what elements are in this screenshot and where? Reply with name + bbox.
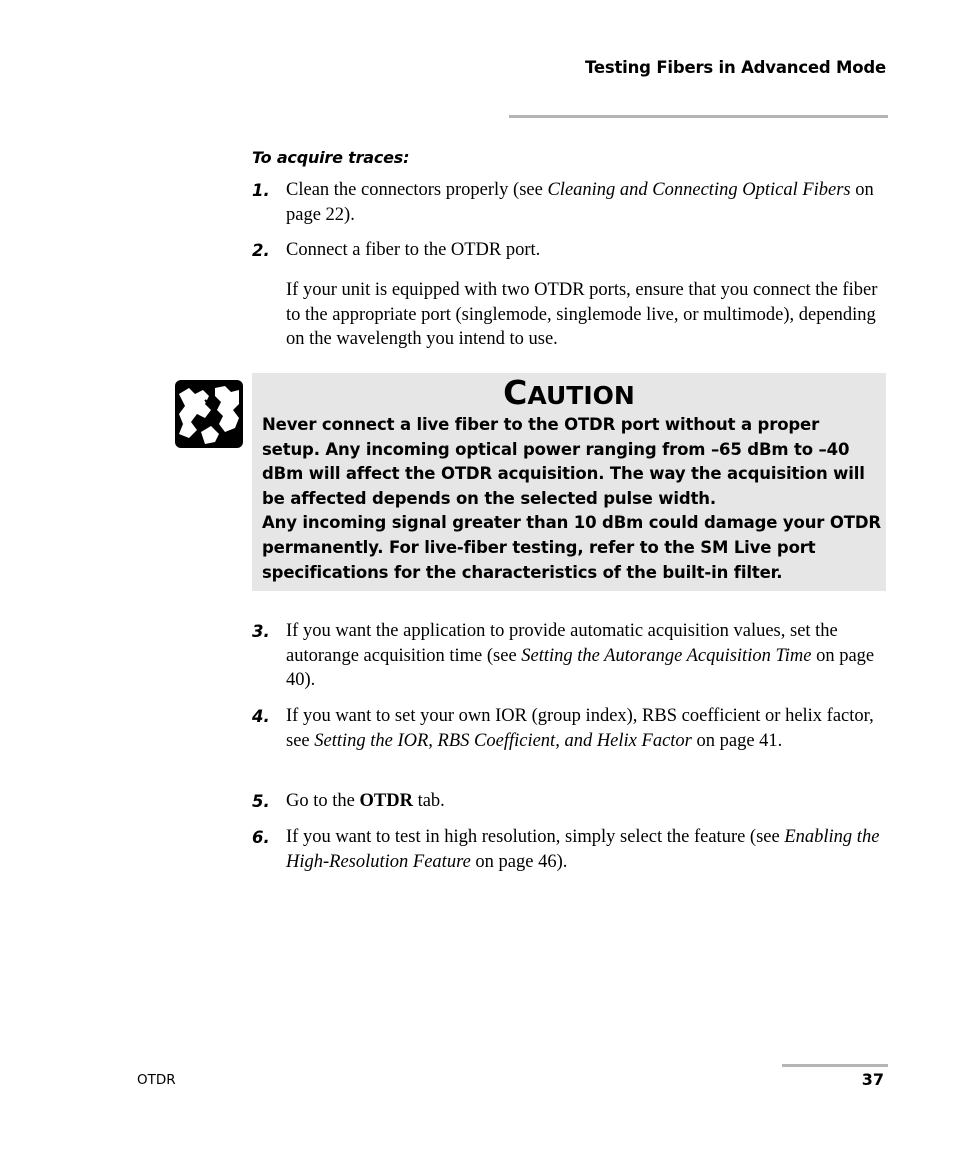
footer-product: OTDR	[137, 1072, 176, 1088]
page-number: 37	[861, 1070, 884, 1089]
step-text-part: on page 46).	[470, 851, 568, 872]
step-text-part: If you want to test in high resolution, simply select the feature (see	[286, 827, 785, 847]
step-text-part: on page 22).	[286, 180, 874, 225]
caution-paragraph: Never connect a live fiber to the OTDR port without a proper setup. Any incoming optical power ranging from –65 dBm to –40 dBm will affect the OTDR acquisition. The way the acquisition will be affected depends on the selected pulse width.	[262, 415, 865, 508]
caution-text	[262, 413, 882, 585]
step-text	[286, 789, 886, 814]
step-text	[286, 178, 886, 227]
caution-hand-icon	[175, 380, 243, 448]
step-number: 6.	[252, 828, 270, 847]
step-number: 3.	[252, 622, 270, 641]
step-text-part: on page 40).	[286, 645, 875, 690]
caution-box	[252, 373, 886, 591]
step-2-note: If your unit is equipped with two OTDR ports, ensure that you connect the fiber to the appropriate port (singlemode, singlemode live, or multimode), depending on the wavelength you intend to use.	[286, 280, 878, 349]
step-text	[286, 825, 886, 874]
step-number: 2.	[252, 241, 270, 260]
caution-heading-initial: C	[503, 373, 528, 412]
cross-reference-link[interactable]: Enabling the High-Resolution Feature	[286, 827, 880, 872]
step-number: 5.	[252, 792, 270, 811]
step-text-part: If you want to set your own IOR (group index), RBS coefficient or helix factor, see	[286, 706, 874, 751]
step-number: 4.	[252, 707, 270, 726]
step-text	[286, 704, 884, 753]
cross-reference-link[interactable]: Cleaning and Connecting Optical Fibers	[547, 180, 851, 200]
caution-heading	[252, 373, 886, 414]
header-rule	[509, 115, 888, 118]
step-text-part: on page 41.	[691, 730, 783, 751]
step-text	[286, 619, 886, 693]
footer-rule	[782, 1064, 888, 1067]
step-text-part: If you want the application to provide automatic acquisition values, set the autorange acquisition time (see	[286, 621, 838, 666]
step-text-part: Clean the connectors properly (see	[286, 180, 548, 200]
running-header: Testing Fibers in Advanced Mode	[585, 58, 886, 77]
step-number: 1.	[252, 181, 270, 200]
caution-heading-rest: AUTION	[527, 381, 635, 410]
step-text: Connect a fiber to the OTDR port.	[286, 240, 541, 260]
procedure-title: To acquire traces:	[252, 148, 410, 167]
cross-reference-link[interactable]: Setting the Autorange Acquisition Time	[521, 645, 812, 666]
step-text-part: Go to the	[286, 791, 360, 811]
step-text-part: tab.	[412, 791, 445, 811]
tab-name: OTDR	[359, 791, 413, 811]
cross-reference-link[interactable]: Setting the IOR, RBS Coefficient, and Helix Factor	[314, 730, 692, 751]
caution-paragraph: Any incoming signal greater than 10 dBm could damage your OTDR permanently. For live-fiber testing, refer to the SM Live port specifications for the characteristics of the built-in filter.	[262, 513, 881, 582]
